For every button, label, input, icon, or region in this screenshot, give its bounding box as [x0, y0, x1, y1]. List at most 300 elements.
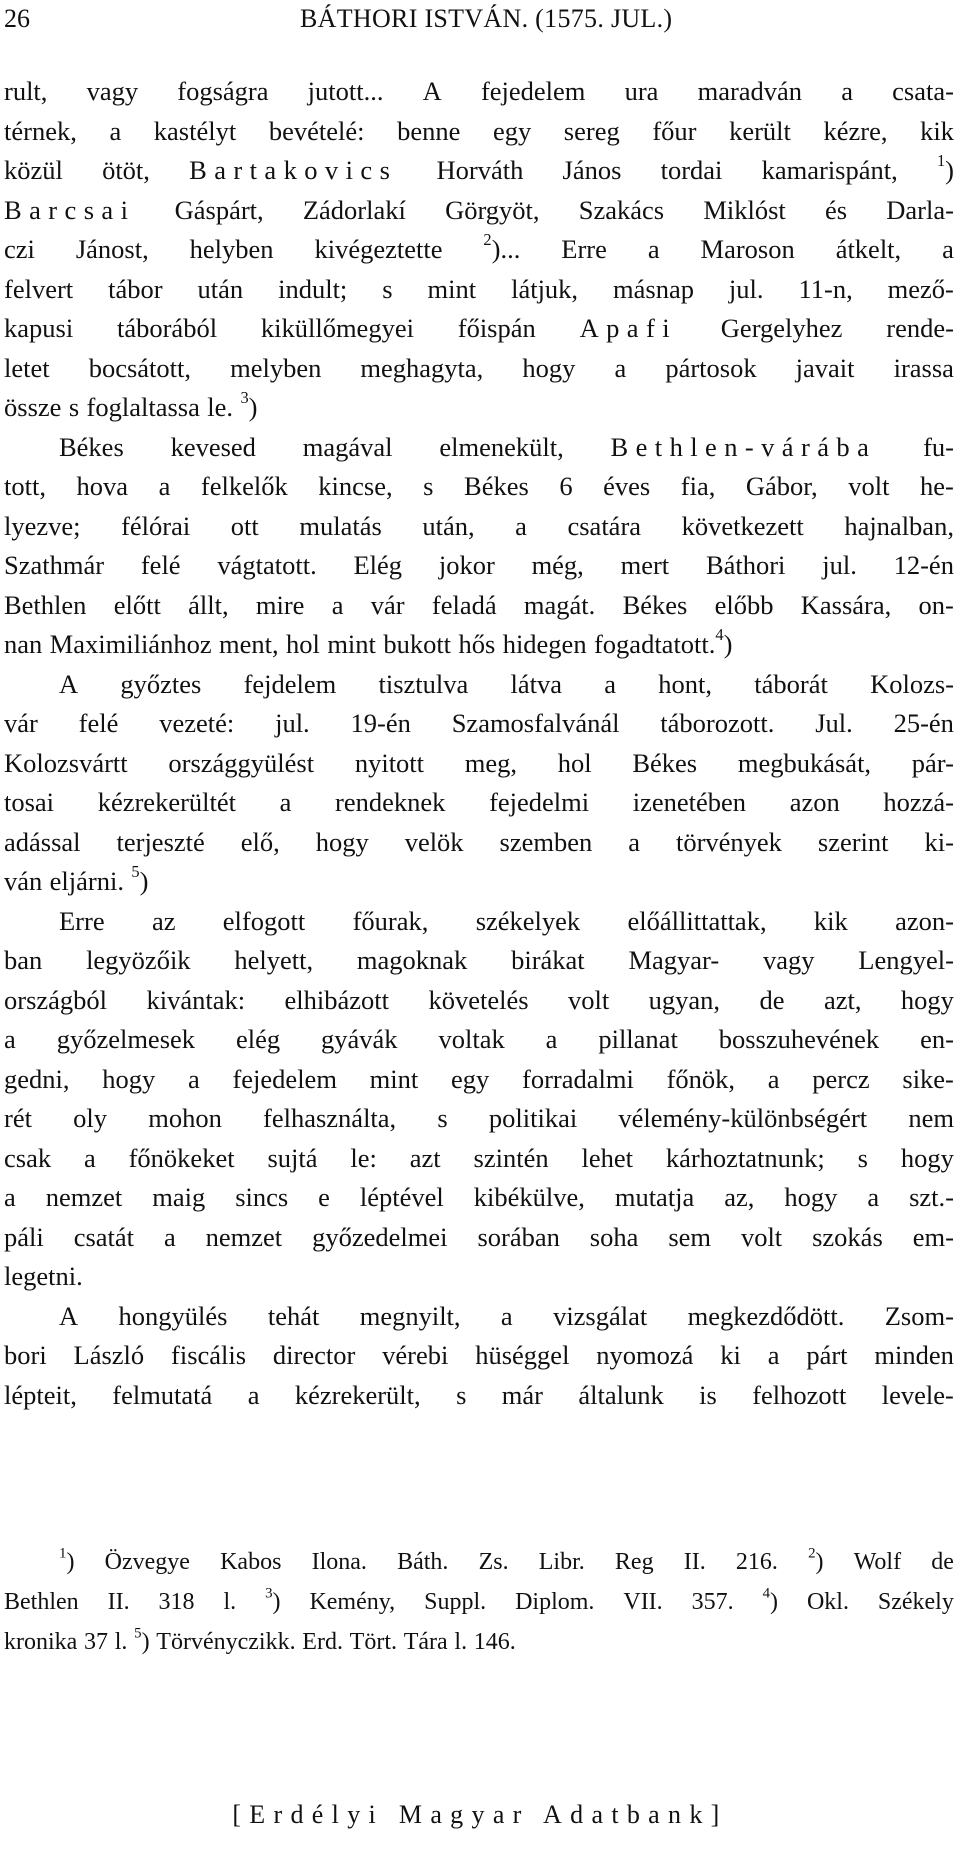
word: hongyülés	[118, 1300, 228, 1331]
word: volt	[848, 471, 890, 501]
word: bosszuhevének	[718, 1024, 880, 1054]
word: hova	[76, 471, 129, 501]
word: A	[422, 76, 442, 106]
word: bocsátott,	[88, 352, 192, 383]
word: átkelt,	[835, 234, 902, 264]
word: a	[4, 1024, 16, 1054]
word: vérebi	[382, 1340, 449, 1370]
word: le.	[207, 392, 234, 422]
word: ván	[4, 866, 43, 896]
word: közül	[4, 155, 63, 185]
word: Gábor,	[745, 471, 818, 501]
word: léptével	[359, 1182, 444, 1212]
word: megkezdődött.	[687, 1300, 845, 1331]
word: egy	[451, 1063, 490, 1094]
body-line	[4, 625, 954, 665]
word: $^3$)	[265, 1585, 281, 1615]
word: azon	[789, 787, 840, 817]
body-line	[4, 270, 954, 310]
word: hidegen	[502, 629, 587, 659]
body-line	[4, 230, 954, 270]
word: Törvényczikk.	[156, 1629, 296, 1655]
body-line	[4, 72, 954, 112]
word: Báthori	[705, 550, 786, 580]
word: megbukását,	[737, 747, 872, 778]
word: elmenekült,	[439, 431, 564, 462]
body-line	[4, 112, 954, 152]
footnote-ref: 2	[483, 230, 492, 250]
word: meghagyta,	[360, 352, 484, 383]
word: térnek,	[4, 115, 77, 146]
word: kézrekerültét	[97, 787, 236, 817]
word: János	[562, 155, 622, 185]
word: Jánost,	[75, 234, 149, 264]
word: nan	[4, 629, 43, 659]
word: izenetében	[632, 787, 747, 817]
word: a	[247, 1379, 260, 1410]
word: hajnalban,	[844, 510, 954, 541]
word: a	[841, 76, 853, 106]
word: országból	[4, 984, 108, 1015]
body-line	[4, 665, 954, 705]
word: a	[500, 1300, 513, 1331]
word: s	[382, 273, 393, 304]
word: főurak,	[352, 905, 429, 936]
footnote-ref: 4	[762, 1585, 770, 1602]
word: következett	[681, 510, 804, 541]
word: politikai	[488, 1103, 578, 1133]
word: követelés	[428, 984, 529, 1015]
word: Kabos	[220, 1549, 282, 1575]
word: hozzá-	[883, 787, 954, 817]
word: országgyülést	[168, 747, 315, 778]
word: helyett,	[234, 945, 314, 975]
word: szt.-	[909, 1182, 954, 1212]
footnote-ref: 3	[240, 388, 249, 408]
word: Reg	[614, 1549, 654, 1575]
word: a	[604, 668, 617, 699]
word: en-	[920, 1024, 954, 1054]
word: még,	[531, 550, 584, 580]
word: s	[456, 1379, 467, 1410]
word: a	[515, 510, 527, 541]
word: adással	[4, 826, 81, 857]
word: le:	[350, 1142, 377, 1173]
word: melyben	[230, 352, 322, 383]
word: nem	[908, 1103, 954, 1133]
word: s	[437, 1103, 448, 1133]
word: a	[279, 787, 292, 817]
word: Okl.	[806, 1589, 849, 1615]
word: szokás	[812, 1221, 883, 1252]
word: $^5$)	[134, 1625, 150, 1655]
footnote-ref: 5	[134, 1625, 142, 1642]
word: fejdelem	[243, 668, 337, 699]
body-line	[4, 1020, 954, 1060]
word: győzelmesek	[56, 1024, 196, 1054]
word: $^2$)...	[483, 230, 521, 264]
word: után,	[422, 510, 475, 541]
word: pár-	[911, 747, 954, 778]
word: Özvegye	[104, 1549, 190, 1575]
word: mező-	[887, 273, 954, 304]
word: kapusi	[4, 313, 74, 343]
page-header	[0, 4, 960, 44]
word: Zádorlakí	[302, 194, 406, 225]
word: fogadtatott.$^4$)	[593, 625, 733, 659]
word: tosai	[4, 787, 55, 817]
word: kamarispánt,	[761, 155, 898, 185]
word: pártosok	[665, 352, 757, 383]
word: Erre	[561, 234, 607, 264]
word: Miklóst	[703, 194, 786, 225]
body-line	[4, 1139, 954, 1179]
word: hogy	[900, 1142, 954, 1173]
body-line	[4, 191, 954, 231]
word: mint	[369, 1063, 419, 1094]
word: Suppl.	[424, 1589, 487, 1615]
word: hogy	[522, 352, 576, 383]
word: Bethlen	[4, 1589, 79, 1615]
body-line	[4, 744, 954, 784]
word: Tára	[403, 1629, 448, 1655]
word: került	[729, 115, 791, 146]
word: ki	[720, 1340, 741, 1370]
word: on-	[918, 589, 954, 620]
body-line	[4, 467, 954, 507]
word: törvények	[675, 826, 782, 857]
word: előtt	[113, 589, 161, 620]
word: sorában	[477, 1221, 560, 1252]
word: táborát	[754, 668, 828, 699]
word: sike-	[902, 1063, 954, 1094]
word: elfogott	[222, 905, 306, 936]
word: director	[272, 1340, 356, 1370]
word: kik	[813, 905, 848, 936]
word: 6	[559, 471, 573, 501]
word: felé	[78, 708, 119, 738]
word: előállittattak,	[627, 905, 767, 936]
word: rét	[4, 1103, 32, 1133]
word: mire	[255, 589, 305, 620]
word: 37	[84, 1629, 109, 1655]
word: felé	[140, 550, 181, 580]
word: bori	[4, 1340, 47, 1370]
word: mert	[620, 550, 670, 580]
word: volt	[740, 1221, 783, 1252]
word: egy	[492, 115, 532, 146]
word: VII.	[623, 1589, 663, 1615]
word: csak	[4, 1142, 52, 1173]
body-line	[4, 1218, 954, 1258]
word: Magyar-	[628, 945, 720, 975]
word: kárhoztatnunk;	[665, 1142, 825, 1173]
word: 19-én	[350, 708, 411, 738]
word: A	[59, 668, 79, 699]
word: a	[163, 1221, 176, 1252]
body-line	[4, 388, 954, 428]
word: felhasználta,	[263, 1103, 397, 1133]
word: feladá	[431, 589, 497, 620]
word: lehet	[581, 1142, 633, 1173]
word: fia,	[680, 471, 716, 501]
word: vár	[4, 708, 38, 738]
word: a	[4, 1182, 16, 1212]
body-line	[4, 1060, 954, 1100]
word: állt,	[188, 589, 229, 620]
word: foglaltassa	[86, 392, 200, 422]
word: Horváth	[436, 155, 524, 185]
word: hogy	[315, 826, 369, 857]
word: kincse,	[318, 471, 393, 501]
footnote-line	[4, 1542, 954, 1582]
word: mint	[327, 629, 376, 659]
word: Szamosfalvánál	[451, 708, 620, 738]
word: Gergelyhez	[720, 313, 843, 343]
word: $^3$)	[240, 388, 258, 422]
word: sincs	[235, 1182, 289, 1212]
word: jutott...	[307, 76, 384, 106]
word: szintén	[473, 1142, 549, 1173]
word: másnap	[613, 273, 694, 304]
word: hol	[286, 629, 320, 659]
word: Elég	[353, 550, 403, 580]
word: fejedelem	[480, 76, 586, 106]
word: kivántak:	[146, 984, 246, 1015]
word: de	[931, 1549, 954, 1575]
word: nyomozá	[596, 1340, 694, 1370]
word: szerint	[817, 826, 889, 857]
word: az,	[724, 1182, 755, 1212]
word: Jul.	[815, 708, 853, 738]
word: a	[83, 1142, 96, 1173]
word: hogy	[900, 984, 954, 1015]
word: elég	[235, 1024, 281, 1054]
word: pillanat	[598, 1024, 678, 1054]
word: nyitott	[354, 747, 425, 778]
word: csatát	[73, 1221, 135, 1252]
footnote-line	[4, 1622, 954, 1662]
word: Maroson	[700, 234, 795, 264]
word: Wolf	[853, 1549, 902, 1575]
word: a	[187, 1063, 200, 1094]
body-line	[4, 1297, 954, 1337]
body-text	[4, 72, 954, 1415]
word: lyezve;	[4, 510, 81, 541]
word: kronika	[4, 1629, 78, 1655]
word: páli	[4, 1221, 44, 1252]
word: percz	[812, 1063, 870, 1094]
word: ugyan,	[648, 984, 721, 1015]
body-line	[4, 428, 954, 468]
word: Gáspárt,	[174, 194, 264, 225]
word: 146.	[473, 1629, 516, 1655]
word: a	[331, 589, 344, 620]
word: ki-	[924, 826, 954, 857]
word: birákat	[511, 945, 585, 975]
word: legetni.	[4, 1261, 83, 1291]
word: kiküllőmegyei	[260, 313, 414, 343]
footnote-ref: 1	[936, 151, 946, 171]
word: székelyek	[475, 905, 581, 936]
body-line	[4, 704, 954, 744]
word: helyben	[189, 234, 274, 264]
word: László	[73, 1340, 145, 1370]
body-line	[4, 1257, 954, 1297]
word: hol	[557, 747, 592, 778]
word: hont,	[658, 668, 713, 699]
word: felmutatá	[112, 1379, 213, 1410]
word: rult,	[4, 76, 48, 106]
word: forradalmi	[522, 1063, 634, 1094]
footnote-ref: 5	[131, 862, 140, 882]
word: felvert	[4, 273, 74, 304]
word: levele-	[881, 1379, 954, 1410]
word: benne	[397, 115, 461, 146]
word: l.	[114, 1629, 128, 1655]
word: velök	[404, 826, 464, 857]
word: $^2$)	[808, 1545, 824, 1575]
footnote-ref: 1	[59, 1545, 67, 1562]
word: kik	[920, 115, 954, 146]
word: főispán	[457, 313, 536, 343]
word: gyávák	[321, 1024, 398, 1054]
word: a	[628, 826, 640, 857]
word: mohon	[148, 1103, 222, 1133]
word: látva	[510, 668, 563, 699]
word: terjeszté	[116, 826, 205, 857]
body-line	[4, 1099, 954, 1139]
word: Kassára,	[800, 589, 892, 620]
word: jul.	[822, 550, 857, 580]
body-line	[4, 981, 954, 1021]
word: Zs.	[478, 1549, 509, 1575]
word: megnyilt,	[359, 1300, 461, 1331]
word: már	[501, 1379, 543, 1410]
word: fu-	[923, 431, 954, 462]
word: ötöt,	[102, 155, 150, 185]
word: Szakács	[578, 194, 665, 225]
word: $^5$)	[131, 862, 149, 896]
word: Békes	[632, 747, 698, 778]
word: Ilona.	[311, 1549, 367, 1575]
body-line	[4, 546, 954, 586]
word: nemzet	[205, 1221, 283, 1252]
word: oly	[73, 1103, 108, 1133]
word: a	[545, 1024, 558, 1054]
word: vezeté:	[159, 708, 235, 738]
word: fejedelem	[232, 1063, 337, 1094]
word: csatára	[567, 510, 642, 541]
word: Békes	[59, 431, 124, 462]
word: párt	[806, 1340, 848, 1370]
word: vagy	[762, 945, 815, 975]
word: kézrekerült,	[294, 1379, 421, 1410]
word: hüséggel	[475, 1340, 570, 1370]
word: fejedelmi	[489, 787, 590, 817]
word: ott	[230, 510, 259, 541]
body-line	[4, 862, 954, 902]
word: győzedelmei	[312, 1221, 448, 1252]
word: indult;	[278, 273, 348, 304]
word: Kolozs-	[870, 668, 954, 699]
word: mutatja	[614, 1182, 695, 1212]
word: Bethlen-várába	[610, 431, 877, 462]
word: de	[759, 984, 785, 1015]
word: hős	[458, 629, 496, 659]
word: sujtá	[267, 1142, 318, 1173]
running-head: BÁTHORI ISTVÁN. (1575. JUL.)	[300, 4, 673, 33]
word: Apafi	[579, 313, 677, 343]
word: kastélyt	[153, 115, 237, 146]
word: 12-én	[893, 550, 954, 580]
word: soha	[589, 1221, 639, 1252]
word: em-	[912, 1221, 954, 1252]
word: maig	[152, 1182, 206, 1212]
word: fiscális	[171, 1340, 247, 1370]
word: ment,	[219, 629, 279, 659]
word: II.	[107, 1589, 130, 1615]
word: mint	[427, 273, 477, 304]
word: mulatás	[299, 510, 382, 541]
word: kevesed	[170, 431, 256, 462]
footnotes	[4, 1542, 954, 1662]
word: magával	[302, 431, 393, 462]
word: $^1$)	[936, 151, 954, 185]
word: eljárni.	[49, 866, 124, 896]
page-number: 26	[4, 4, 30, 33]
word: Békes	[622, 589, 688, 620]
word: a	[942, 234, 954, 264]
footnote-ref: 3	[265, 1585, 273, 1602]
word: elhibázott	[284, 984, 390, 1015]
word: bevételé:	[268, 115, 365, 146]
word: kézre,	[823, 115, 888, 146]
body-line	[4, 1178, 954, 1218]
word: Diplom.	[515, 1589, 595, 1615]
word: az	[151, 905, 176, 936]
word: azt,	[823, 984, 862, 1015]
word: gedni,	[4, 1063, 70, 1094]
word: főnök,	[666, 1063, 736, 1094]
word: főnökeket	[128, 1142, 235, 1173]
body-line	[4, 783, 954, 823]
word: vizsgálat	[553, 1300, 648, 1331]
word: össze	[4, 392, 62, 422]
word: győztes	[120, 668, 202, 699]
word: a	[158, 471, 171, 501]
word: letet	[4, 352, 50, 383]
word: elő,	[240, 826, 280, 857]
word: főur	[652, 115, 697, 146]
word: Görgyöt,	[445, 194, 540, 225]
word: l.	[454, 1629, 468, 1655]
word: II.	[683, 1549, 706, 1575]
word: ban	[4, 945, 43, 975]
word: $^4$)	[762, 1585, 778, 1615]
word: jul.	[728, 273, 764, 304]
word: szemben	[499, 826, 593, 857]
word: minden	[874, 1340, 954, 1370]
word: sereg	[563, 115, 620, 146]
word: Tört.	[349, 1629, 397, 1655]
body-line	[4, 507, 954, 547]
word: tott,	[4, 471, 46, 501]
word: Kemény,	[309, 1589, 396, 1615]
word: Lengyel-	[858, 945, 954, 975]
body-line	[4, 151, 954, 191]
body-line	[4, 823, 954, 863]
